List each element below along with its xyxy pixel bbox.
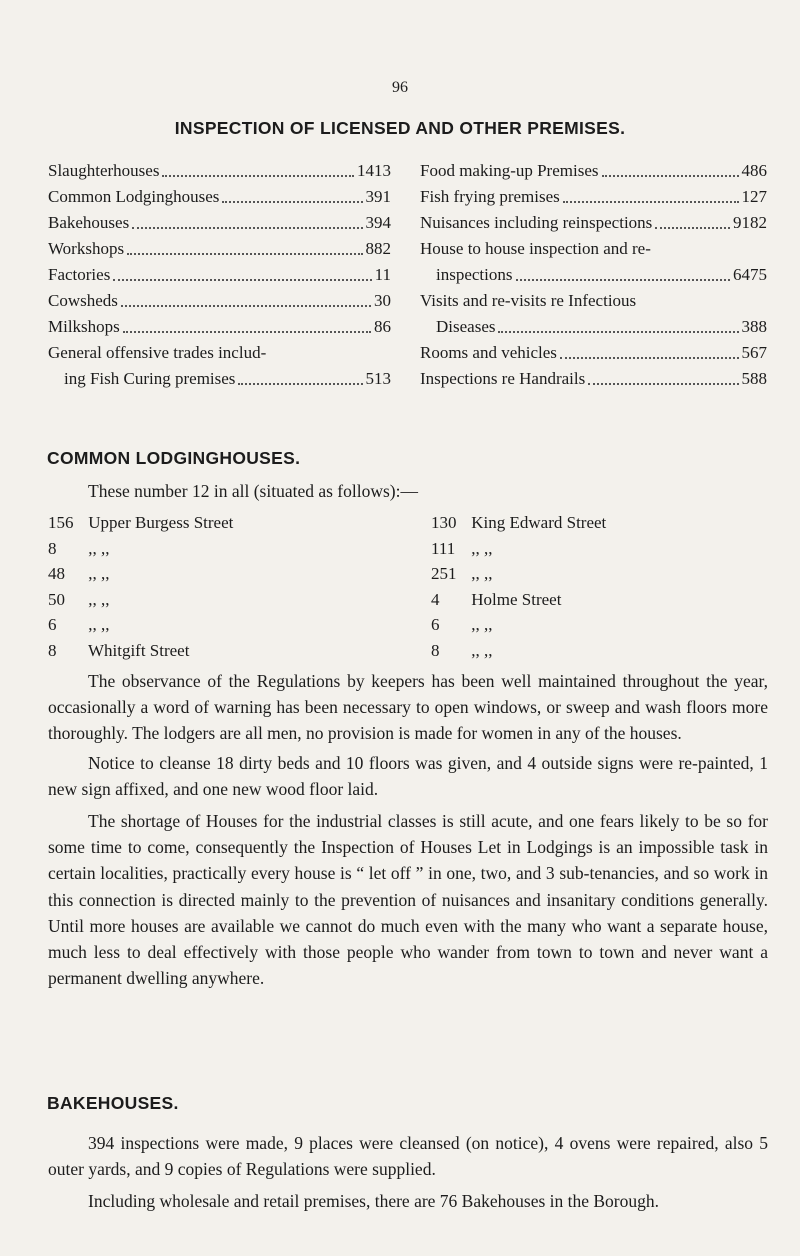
paragraph-observance: The observance of the Regulations by keepers has been well maintained throughout the year, occasionally a word of warning has been necessary to open windows, or sweep and wash floors more thoroughly. The lodgers are all men, no provision is made for women in any of the houses.: [48, 671, 768, 744]
leader-dots: [563, 201, 739, 203]
stat-row: [48, 366, 391, 392]
bakehouses-heading: BAKEHOUSES.: [47, 1093, 179, 1113]
address-row: [431, 561, 606, 587]
address-row: [48, 612, 233, 638]
street-name: ,, ,,: [471, 538, 493, 558]
house-number: 8: [48, 538, 57, 558]
stat-row: [420, 158, 767, 184]
stat-label: Food making-up Premises: [420, 161, 599, 180]
house-number: 50: [48, 589, 65, 609]
leader-dots: [602, 175, 739, 177]
stat-label: Diseases: [436, 317, 496, 336]
stat-value: 394: [365, 213, 391, 232]
stat-row: [48, 314, 391, 340]
intro-text: These number 12 in all (situated as follows):—: [88, 481, 418, 501]
street-name: ,, ,,: [471, 615, 493, 634]
house-number: 8: [48, 640, 57, 660]
stat-label: inspections: [436, 265, 513, 284]
leader-dots: [162, 175, 354, 177]
stat-label: Workshops: [48, 239, 125, 258]
leader-dots: [127, 253, 362, 255]
house-number: 156: [48, 513, 74, 532]
address-row: [48, 510, 233, 536]
stat-row: [48, 210, 391, 236]
street-name: ,, ,,: [88, 564, 110, 583]
stat-row: [420, 210, 767, 236]
street-name: Holme Street: [471, 589, 562, 609]
street-name: Upper Burgess Street: [88, 513, 234, 532]
stat-row: [48, 288, 391, 314]
paragraph-notice: Notice to cleanse 18 dirty beds and 10 floors was given, and 4 outside signs were re-painted, 1 new sign affixed, and one new wood floor laid.: [48, 753, 768, 800]
address-row: [431, 638, 606, 664]
stat-value: 882: [365, 239, 391, 258]
address-row: [431, 510, 606, 536]
stat-label-continued: General offensive trades includ-: [48, 343, 267, 362]
house-number: 111: [431, 538, 456, 558]
stat-label: Inspections re Handrails: [420, 369, 586, 388]
leader-dots: [498, 331, 738, 333]
stat-row: [48, 158, 391, 184]
stat-value: 513: [365, 369, 391, 388]
street-name: ,, ,,: [88, 538, 110, 558]
stat-row: [420, 262, 767, 288]
street-name: ,, ,,: [88, 589, 110, 609]
leader-dots: [238, 383, 362, 385]
stat-label: ing Fish Curing premises: [64, 369, 236, 388]
leader-dots: [222, 201, 362, 203]
stat-label-continued: Visits and re-visits re Infectious: [420, 291, 637, 310]
house-number: 8: [431, 640, 440, 660]
house-number: 6: [431, 615, 440, 634]
house-number: 251: [431, 564, 457, 583]
address-row: [48, 638, 233, 664]
addresses-right: [431, 510, 606, 663]
leader-dots: [123, 331, 371, 333]
stat-value: 9182: [733, 213, 767, 232]
stat-value: 86: [374, 317, 391, 336]
street-name: King Edward Street: [471, 513, 607, 532]
address-row: [431, 587, 606, 613]
stat-value: 588: [741, 369, 767, 388]
stat-label: Milkshops: [48, 317, 120, 336]
stat-value: 388: [741, 317, 767, 336]
addresses-left: [48, 510, 233, 663]
stat-row: [420, 314, 767, 340]
stat-value: 11: [374, 265, 391, 284]
left-stats-column: [48, 158, 391, 392]
stat-value: 486: [741, 161, 767, 180]
leader-dots: [560, 357, 739, 359]
stat-label: Bakehouses: [48, 213, 130, 232]
stat-label: Nuisances including reinspections: [420, 213, 653, 232]
leader-dots: [113, 279, 371, 281]
stat-row: [420, 366, 767, 392]
address-row: [48, 587, 233, 613]
stat-value: 127: [741, 187, 767, 206]
stat-row: [48, 262, 391, 288]
stat-row: [420, 340, 767, 366]
stat-label: Slaughterhouses: [48, 161, 160, 180]
address-row: [48, 536, 233, 562]
main-heading: INSPECTION OF LICENSED AND OTHER PREMISES.: [174, 118, 626, 138]
paragraph-shortage: The shortage of Houses for the industrial classes is still acute, and one fears likely to be so for some time to come, consequently the Inspection of Houses Let in Lodgings is an impossible task in certain localities, practically every house is “ let off ” in one, two, and 3 sub-tenancies, and so work in this connection is directed mainly to the prevention of nuisances and insanitary conditions generally. Until more houses are available we cannot do much even with the many who want a separate house, much less to deal effectively with those people who wander from town to town and never want a permanent dwelling anywhere.: [48, 811, 768, 989]
stat-label: Common Lodginghouses: [48, 187, 220, 206]
leader-dots: [655, 227, 730, 229]
street-name: ,, ,,: [88, 615, 110, 634]
stat-label: Cowsheds: [48, 291, 118, 310]
address-row: [48, 561, 233, 587]
stat-label-continued: House to house inspection and re-: [420, 239, 651, 258]
stat-value: 1413: [357, 161, 391, 180]
stat-value: 30: [374, 291, 391, 310]
stat-value: 391: [365, 187, 391, 206]
address-row: [431, 536, 606, 562]
leader-dots: [121, 305, 371, 307]
leader-dots: [516, 279, 731, 281]
stat-label: Factories: [48, 265, 111, 284]
paragraph-bake-count: Including wholesale and retail premises, there are 76 Bakehouses in the Borough.: [88, 1191, 660, 1211]
leader-dots: [132, 227, 362, 229]
house-number: 6: [48, 615, 57, 634]
stat-value: 6475: [733, 265, 767, 284]
paragraph-bake-inspections: 394 inspections were made, 9 places were cleansed (on notice), 4 ovens were repaired, also 5 outer yards, and 9 copies of Regulations were supplied.: [48, 1133, 768, 1180]
street-name: ,, ,,: [471, 564, 493, 583]
stat-value: 567: [741, 343, 767, 362]
stat-label: Rooms and vehicles: [420, 343, 557, 362]
stat-row: [48, 236, 391, 262]
street-name: ,, ,,: [471, 640, 493, 660]
house-number: 130: [431, 513, 457, 532]
address-row: [431, 612, 606, 638]
page-number: 96: [392, 79, 408, 96]
house-number: 48: [48, 564, 65, 583]
stat-label: Fish frying premises: [420, 187, 560, 206]
stat-row: [420, 184, 767, 210]
street-name: Whitgift Street: [87, 640, 190, 660]
common-lodginghouses-heading: COMMON LODGINGHOUSES.: [47, 448, 301, 468]
leader-dots: [588, 383, 738, 385]
stat-row: [48, 184, 391, 210]
right-stats-column: [420, 158, 767, 392]
house-number: 4: [431, 589, 440, 609]
